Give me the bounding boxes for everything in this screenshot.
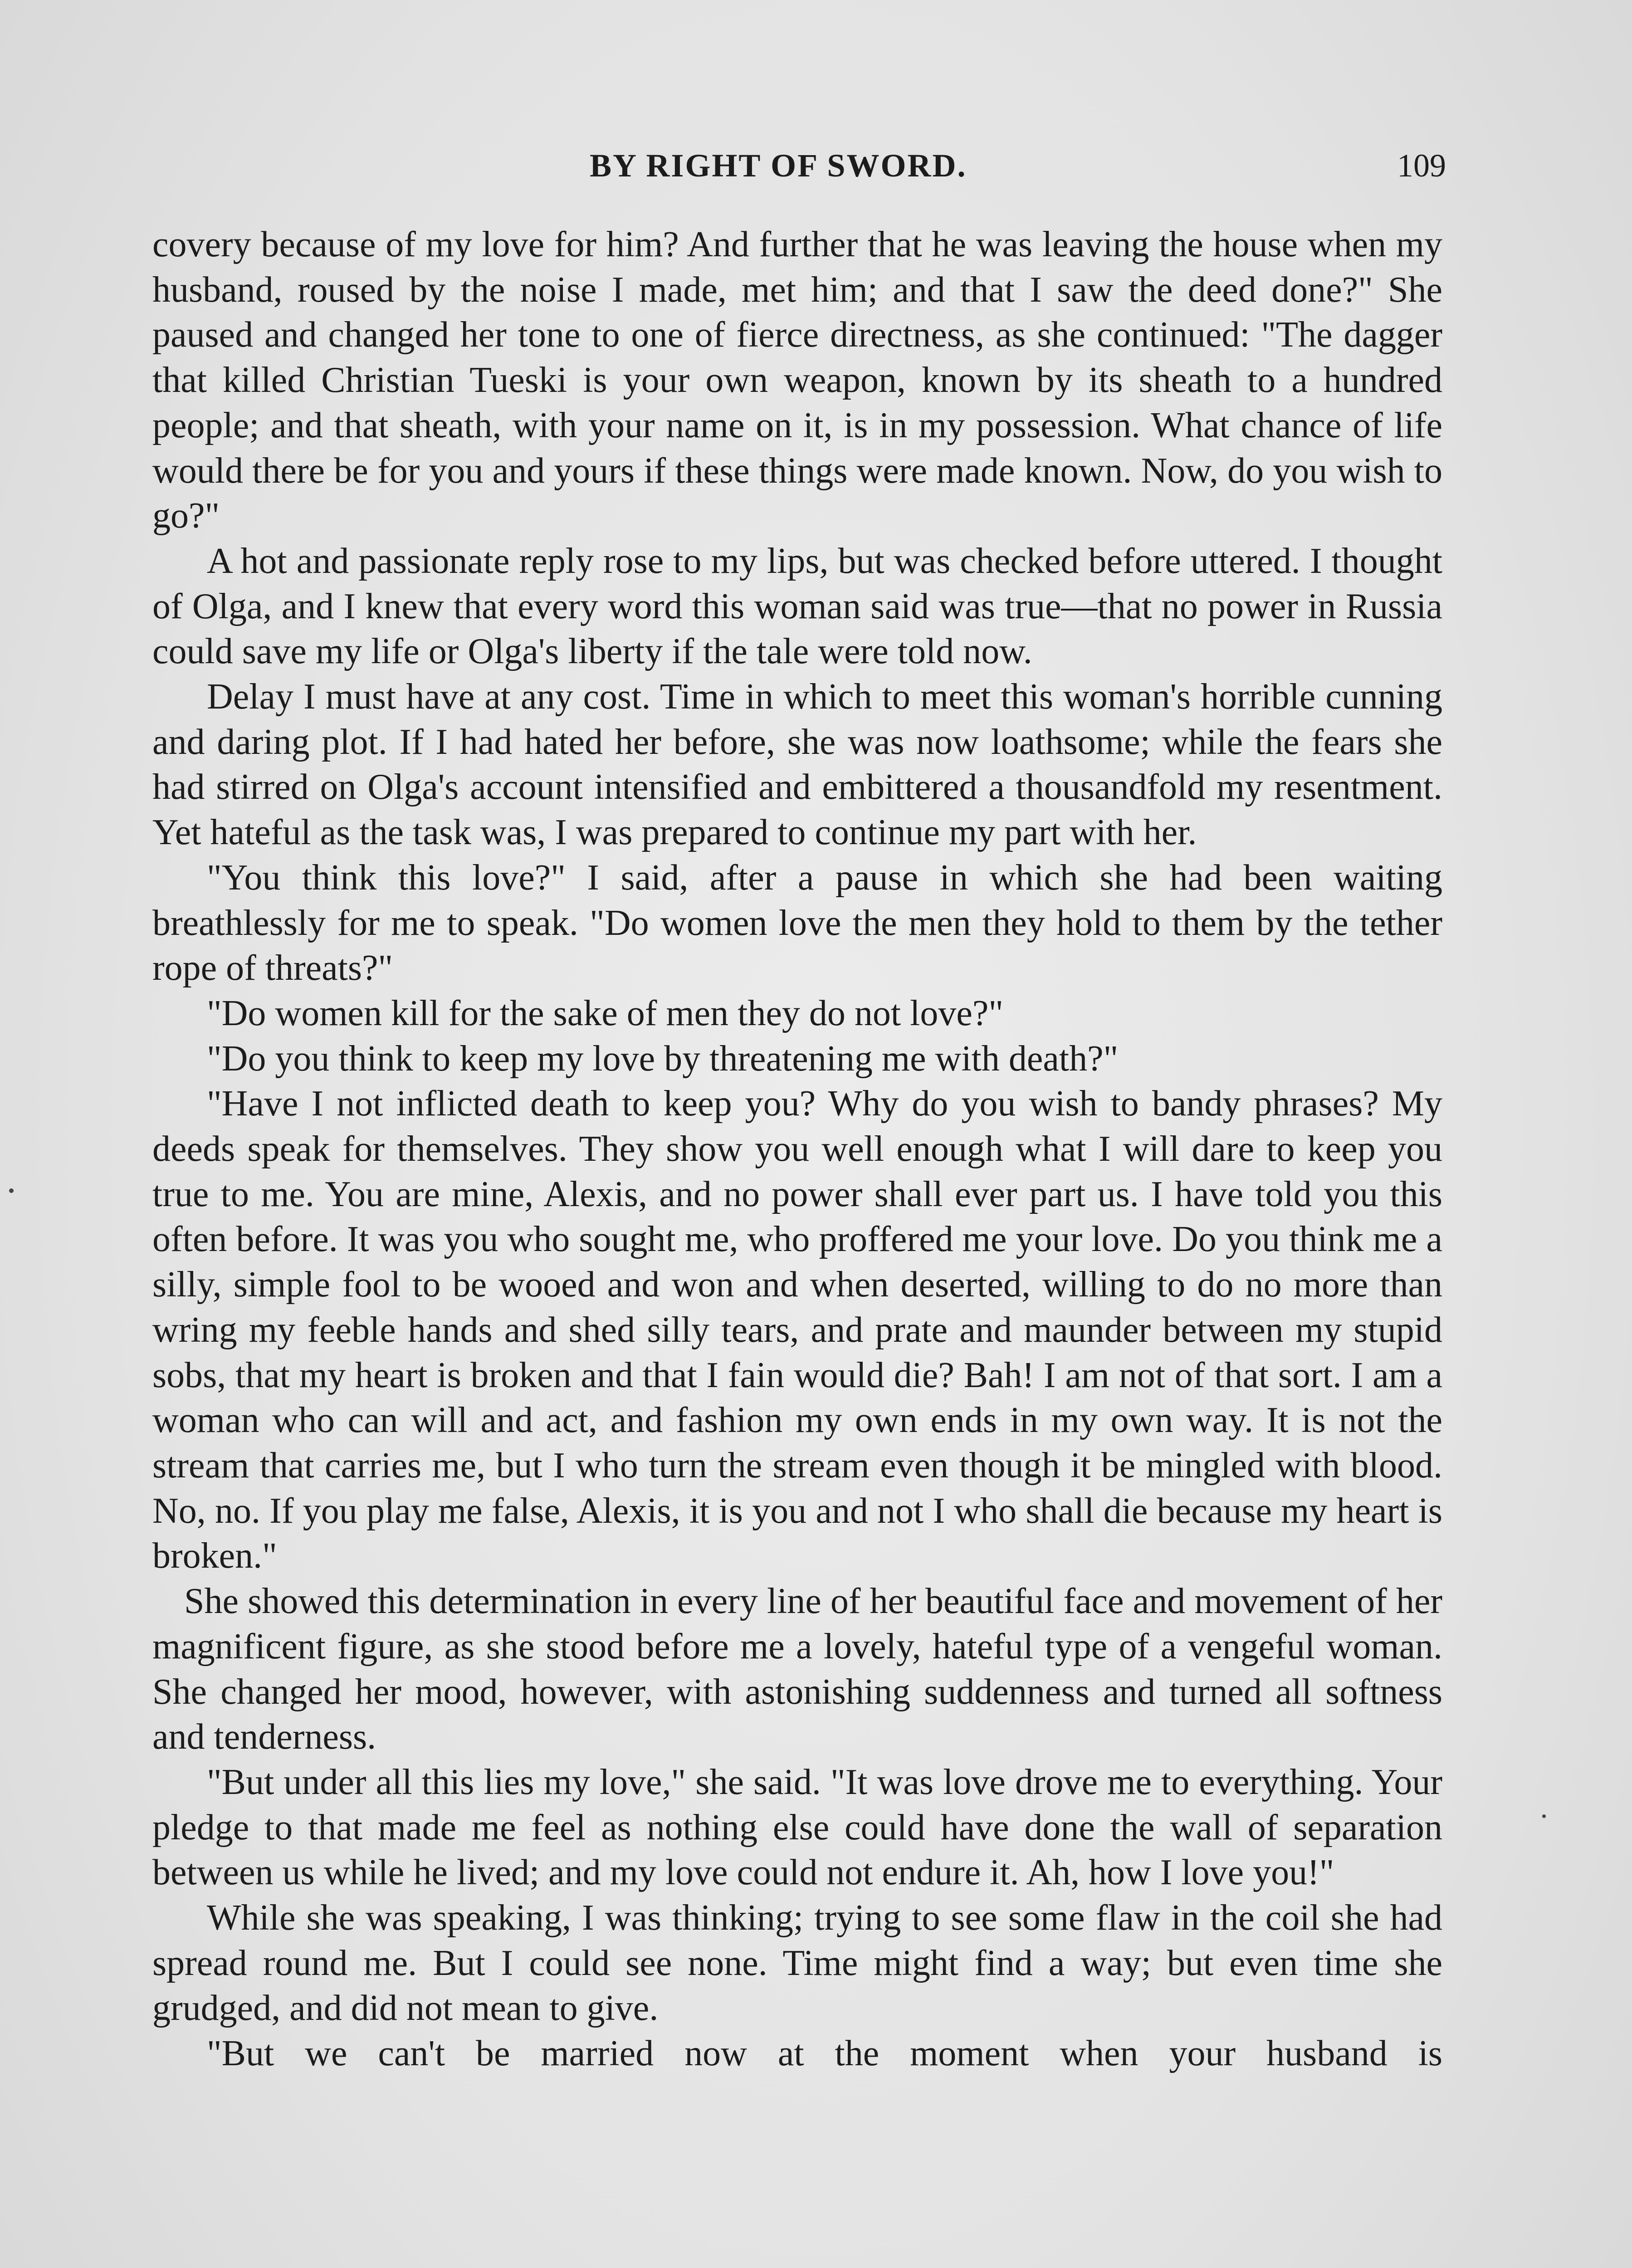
body-text bbox=[152, 222, 1442, 2077]
paragraph: While she was speaking, I was thinking; trying to see some flaw in the coil she had spread round me. But I could see none. Time might find a way; but even time she grudged, and did not mean to give. bbox=[152, 1898, 1442, 2028]
paragraph: "Do you think to keep my love by threatening me with death?" bbox=[207, 1038, 1119, 1079]
paragraph-continued: covery because of my love for him? And further that he was leaving the house when my husband, roused by the noise I made, met him; and that I saw the deed done?" She paused and changed her tone to one of fierce directness, as she continued: "The dagger that killed Christian Tueski is your own weapon, known by its sheath to a hundred people; and that sheath, with your name on it, is in my possession. What chance of life would there be for you and yours if these things were made known. Now, do you wish to go?" bbox=[152, 225, 1442, 536]
paragraph: Delay I must have at any cost. Time in which to meet this woman's horrible cunning and daring plot. If I had hated her before, she was now loathsome; while the fears she had stirred on Olga's account intensified and embittered a thousandfold my resentment. Yet hateful as the task was, I was prepared to continue my part with her. bbox=[152, 677, 1442, 853]
paragraph-continues: "But we can't be married now at the moment when your husband is bbox=[207, 2033, 1442, 2074]
paragraph: "Do women kill for the sake of men they do not love?" bbox=[207, 993, 1004, 1033]
running-title: BY RIGHT OF SWORD. bbox=[590, 147, 967, 184]
paragraph: A hot and passionate reply rose to my lips, but was checked before uttered. I thought of Olga, and I knew that every word this woman said was true—that no power in Russia could save my life or Olga's liberty if the tale were told now. bbox=[152, 541, 1442, 672]
ink-speck bbox=[1542, 1814, 1546, 1818]
running-head bbox=[0, 143, 1632, 188]
paragraph: She showed this determination in every line of her beautiful face and movement of her magnificent figure, as she stood before me a lovely, hateful type of a vengeful woman. She changed her mood, however, with astonishing suddenness and turned all softness and tenderness. bbox=[152, 1581, 1442, 1757]
paragraph: "But under all this lies my love," she said. "It was love drove me to everything. Your pledge to that made me feel as nothing else could have done the wall of separation between us while he lived; and my love could not endure it. Ah, how I love you!" bbox=[152, 1762, 1442, 1893]
ink-speck bbox=[9, 1188, 14, 1193]
paragraph: "Have I not inflicted death to keep you? Why do you wish to bandy phrases? My deeds speak for themselves. They show you well enough what I will dare to keep you true to me. You are mine, Alexis, and no power shall ever part us. I have told you this often before. It was you who sought me, who proffered me your love. Do you think me a silly, simple fool to be wooed and won and when deserted, willing to do no more than wring my feeble hands and shed silly tears, and prate and maunder between my stupid sobs, that my heart is broken and that I fain would die? Bah! I am not of that sort. I am a woman who can will and act, and fashion my own ends in my own way. It is not the stream that carries me, but I who turn the stream even though it be mingled with blood. No, no. If you play me false, Alexis, it is you and not I who shall die because my heart is broken." bbox=[152, 1084, 1442, 1576]
paragraph: "You think this love?" I said, after a pause in which she had been waiting breathlessly for me to speak. "Do women love the men they hold to them by the tether rope of threats?" bbox=[152, 857, 1442, 988]
page-number: 109 bbox=[1397, 147, 1446, 184]
